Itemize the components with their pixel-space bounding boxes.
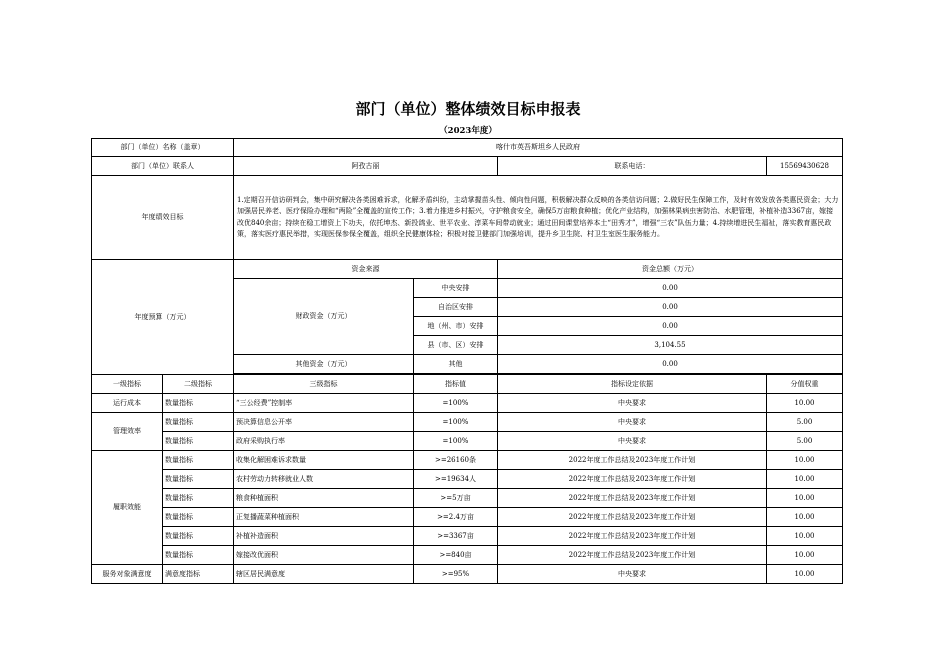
level2-cell: 数量指标 <box>163 489 234 508</box>
level2-cell: 数量指标 <box>163 432 234 451</box>
level3-cell: 预决算信息公开率 <box>234 413 414 432</box>
phone-value: 15569430628 <box>767 157 843 176</box>
level1-cell: 服务对象满意度 <box>92 565 163 584</box>
budget-row-value: 0.00 <box>498 317 843 336</box>
level3-cell: 正复播蔬菜种植面积 <box>234 508 414 527</box>
level2-cell: 满意度指标 <box>163 565 234 584</box>
level3-cell: 补植补造面积 <box>234 527 414 546</box>
other-funds-sub: 其他 <box>414 355 498 374</box>
unit-name-value: 喀什市英吾斯坦乡人民政府 <box>234 139 843 157</box>
goals-text: 1.定期召开信访研判会，集中研究解决各类困难诉求，化解矛盾纠纷，主动掌握苗头性、倾向性问题，积极解决群众反映的各类信访问题；2.做好民生保障工作，及时有效发放各类惠民资金；大力加强居民养老、医疗保险办理和“两险”全覆盖的宣传工作；3.着力推进乡村振兴，守护粮食安全，确保5万亩粮食种植；优化产业结构，加强林果病虫害防治、水肥管理，补植补造3367亩，嫁接改优840余亩；持续在稳工增资上下功夫，依托坤杰、新投鸽业、世平农业、淳菜车间带动就业；通过田间课堂培养本土“田秀才”，增强“三农”队伍力量；4.持续增进民生福祉，落实教育惠民政策，落实医疗惠民举措，实现医保参保全覆盖，组织全民健康体检；积极对接卫健部门加强培训，提升乡卫生院、村卫生室医生服务能力。 <box>234 176 843 260</box>
level2-cell: 数量指标 <box>163 470 234 489</box>
weight-cell: 10.00 <box>767 394 843 413</box>
header-level1: 一级指标 <box>92 375 163 394</box>
header-weight: 分值权重 <box>767 375 843 394</box>
table-row <box>92 546 843 565</box>
weight-cell: 5.00 <box>767 413 843 432</box>
table-row <box>92 527 843 546</box>
table-row <box>92 451 843 470</box>
value-cell: =100% <box>414 432 498 451</box>
value-cell: >=95% <box>414 565 498 584</box>
goals-row <box>92 176 843 260</box>
budget-label: 年度预算（万元） <box>92 260 234 375</box>
level2-cell: 数量指标 <box>163 527 234 546</box>
header-level3: 三级指标 <box>234 375 414 394</box>
basis-cell: 中央要求 <box>498 413 767 432</box>
budget-row-value: 0.00 <box>498 298 843 317</box>
level3-cell: 农村劳动力转移就业人数 <box>234 470 414 489</box>
unit-name-label: 部门（单位）名称（盖章） <box>92 139 234 157</box>
basis-cell: 中央要求 <box>498 394 767 413</box>
value-cell: >=840亩 <box>414 546 498 565</box>
basis-cell: 2022年度工作总结及2023年度工作计划 <box>498 451 767 470</box>
budget-row-label: 地（州、市）安排 <box>414 317 498 336</box>
basis-cell: 2022年度工作总结及2023年度工作计划 <box>498 508 767 527</box>
level1-cell: 运行成本 <box>92 394 163 413</box>
budget-row-value: 3,104.55 <box>498 336 843 355</box>
level2-cell: 数量指标 <box>163 451 234 470</box>
budget-row-label: 县（市、区）安排 <box>414 336 498 355</box>
value-cell: >=26160条 <box>414 451 498 470</box>
value-cell: =100% <box>414 394 498 413</box>
weight-cell: 10.00 <box>767 508 843 527</box>
basis-cell: 2022年度工作总结及2023年度工作计划 <box>498 527 767 546</box>
budget-amount-header: 资金总额（万元） <box>498 260 843 279</box>
level2-cell: 数量指标 <box>163 546 234 565</box>
level3-cell: 政府采购执行率 <box>234 432 414 451</box>
value-cell: =100% <box>414 413 498 432</box>
level3-cell: 粮食种植面积 <box>234 489 414 508</box>
level1-cell: 履职效能 <box>92 451 163 565</box>
basis-cell: 2022年度工作总结及2023年度工作计划 <box>498 489 767 508</box>
fiscal-funds-label: 财政资金（万元） <box>234 279 414 355</box>
level2-cell: 数量指标 <box>163 508 234 527</box>
weight-cell: 5.00 <box>767 432 843 451</box>
contact-row <box>92 157 843 176</box>
contact-name: 阿孜古丽 <box>234 157 498 176</box>
value-cell: >=2.4万亩 <box>414 508 498 527</box>
level3-cell: 收集化解困难诉求数量 <box>234 451 414 470</box>
header-value: 指标值 <box>414 375 498 394</box>
weight-cell: 10.00 <box>767 470 843 489</box>
weight-cell: 10.00 <box>767 489 843 508</box>
contact-label: 部门（单位）联系人 <box>92 157 234 176</box>
value-cell: >=3367亩 <box>414 527 498 546</box>
level1-cell: 管理效率 <box>92 413 163 451</box>
value-cell: >=5万亩 <box>414 489 498 508</box>
goals-label: 年度绩效目标 <box>92 176 234 260</box>
level2-cell: 数量指标 <box>163 394 234 413</box>
level2-cell: 数量指标 <box>163 413 234 432</box>
table-row <box>92 413 843 432</box>
header-basis: 指标设定依据 <box>498 375 767 394</box>
level3-cell: 辖区居民满意度 <box>234 565 414 584</box>
other-funds-value: 0.00 <box>498 355 843 374</box>
table-row <box>92 565 843 584</box>
table-row <box>92 432 843 451</box>
level3-cell: 嫁接改优面积 <box>234 546 414 565</box>
page-title: 部门（单位）整体绩效目标申报表 <box>355 100 581 118</box>
phone-label: 联系电话： <box>498 157 767 176</box>
indicator-header-row <box>92 375 843 394</box>
budget-row-label: 中央安排 <box>414 279 498 298</box>
unit-name-row <box>92 139 843 157</box>
header-level2: 二级指标 <box>163 375 234 394</box>
table-row <box>92 508 843 527</box>
weight-cell: 10.00 <box>767 565 843 584</box>
performance-table <box>91 138 843 584</box>
budget-header-row <box>92 260 843 279</box>
weight-cell: 10.00 <box>767 546 843 565</box>
other-funds-label: 其他资金（万元） <box>234 355 414 374</box>
basis-cell: 2022年度工作总结及2023年度工作计划 <box>498 470 767 489</box>
table-row <box>92 394 843 413</box>
weight-cell: 10.00 <box>767 527 843 546</box>
weight-cell: 10.00 <box>767 451 843 470</box>
budget-source-header: 资金来源 <box>234 260 498 279</box>
basis-cell: 中央要求 <box>498 565 767 584</box>
budget-row-label: 自治区安排 <box>414 298 498 317</box>
basis-cell: 中央要求 <box>498 432 767 451</box>
table-row <box>92 489 843 508</box>
page-subtitle-year: （2023年度） <box>439 126 497 136</box>
level3-cell: “三公经费”控制率 <box>234 394 414 413</box>
value-cell: >=19634人 <box>414 470 498 489</box>
budget-row-value: 0.00 <box>498 279 843 298</box>
basis-cell: 2022年度工作总结及2023年度工作计划 <box>498 546 767 565</box>
table-row <box>92 470 843 489</box>
